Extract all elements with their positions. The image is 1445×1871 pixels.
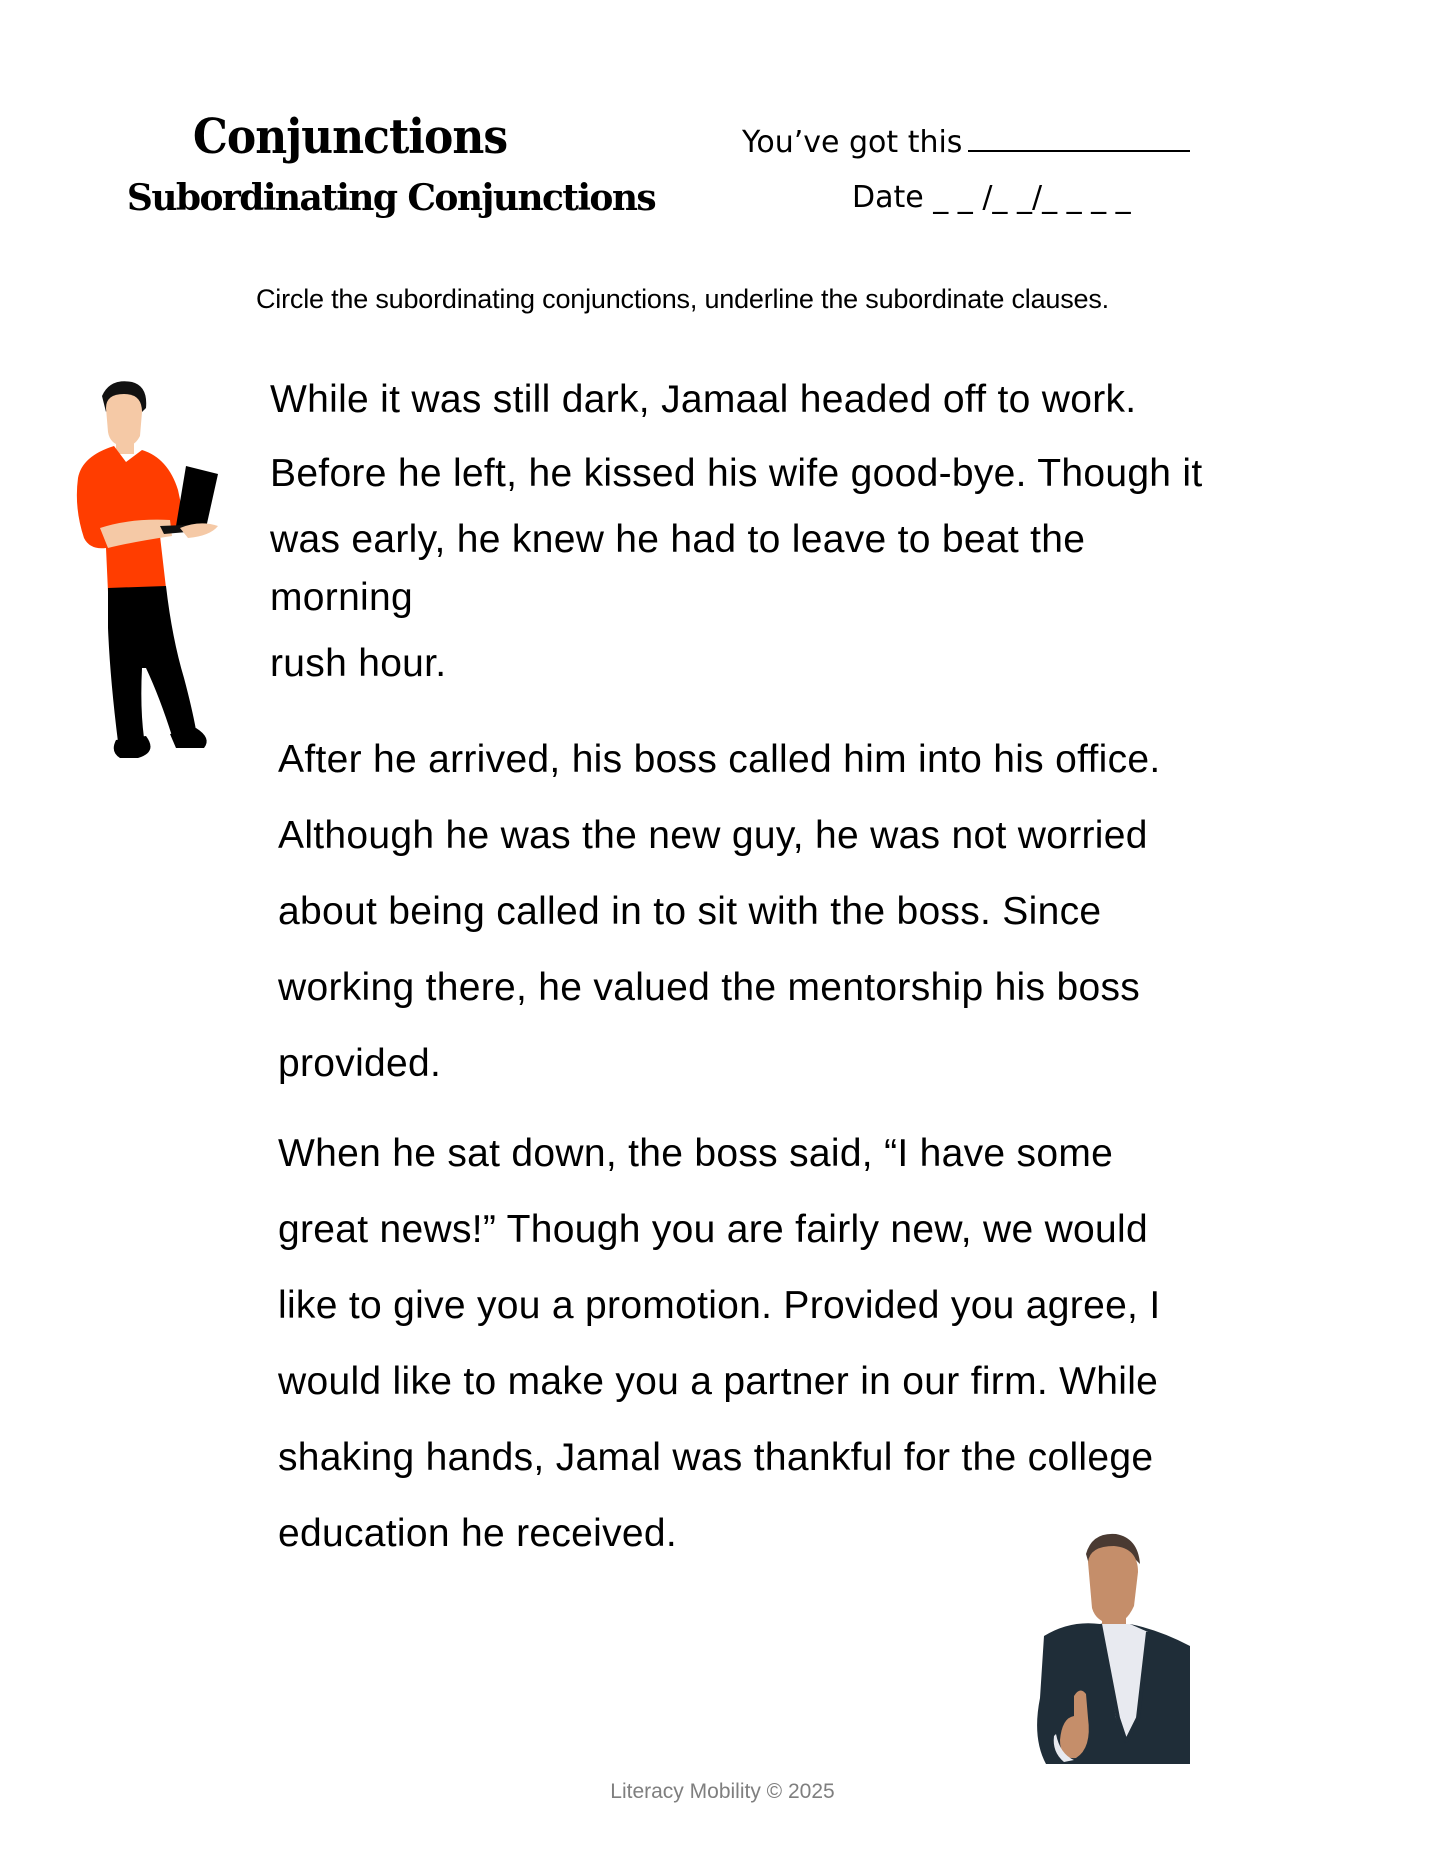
story-line: working there, he valued the mentorship his boss <box>278 966 1141 1009</box>
worksheet-title: Conjunctions <box>192 109 508 166</box>
man-with-laptop-icon <box>60 378 250 768</box>
story-line: education he received. <box>278 1512 678 1555</box>
story-line: would like to make you a partner in our firm. While <box>278 1360 1159 1403</box>
story-line: about being called in to sit with the boss. Since <box>278 890 1102 933</box>
date-field[interactable]: Date _ _ /_ _/_ _ _ _ <box>852 180 1131 215</box>
story-line: When he sat down, the boss said, “I have some <box>278 1132 1114 1175</box>
story-line: Before he left, he kissed his wife good-bye. Though it <box>270 452 1203 495</box>
story-line: like to give you a promotion. Provided you agree, I <box>278 1284 1161 1327</box>
worksheet-subtitle: Subordinating Conjunctions <box>126 177 656 219</box>
man-with-laptop-illustration <box>60 378 250 768</box>
story-line: provided. <box>278 1042 442 1085</box>
businessman-icon <box>1030 1528 1200 1766</box>
story-line: was early, he knew he had to leave to beat the <box>270 518 1086 561</box>
copyright-footer: Literacy Mobility © 2025 <box>610 1780 835 1803</box>
story-line: After he arrived, his boss called him into his office. <box>278 738 1161 781</box>
story-line: While it was still dark, Jamaal headed off to work. <box>270 378 1137 421</box>
businessman-handshake-illustration <box>1030 1528 1200 1766</box>
name-field <box>742 120 1190 160</box>
story-line: great news!” Though you are fairly new, we would <box>278 1208 1148 1251</box>
instructions: Circle the subordinating conjunctions, underline the subordinate clauses. <box>256 284 1109 314</box>
name-blank-line[interactable] <box>968 120 1190 152</box>
story-line: Although he was the new guy, he was not worried <box>278 814 1148 857</box>
name-label: You’ve got this <box>742 125 963 160</box>
story-line: rush hour. <box>270 642 447 685</box>
story-line: morning <box>270 576 413 619</box>
story-line: shaking hands, Jamal was thankful for the college <box>278 1436 1154 1479</box>
